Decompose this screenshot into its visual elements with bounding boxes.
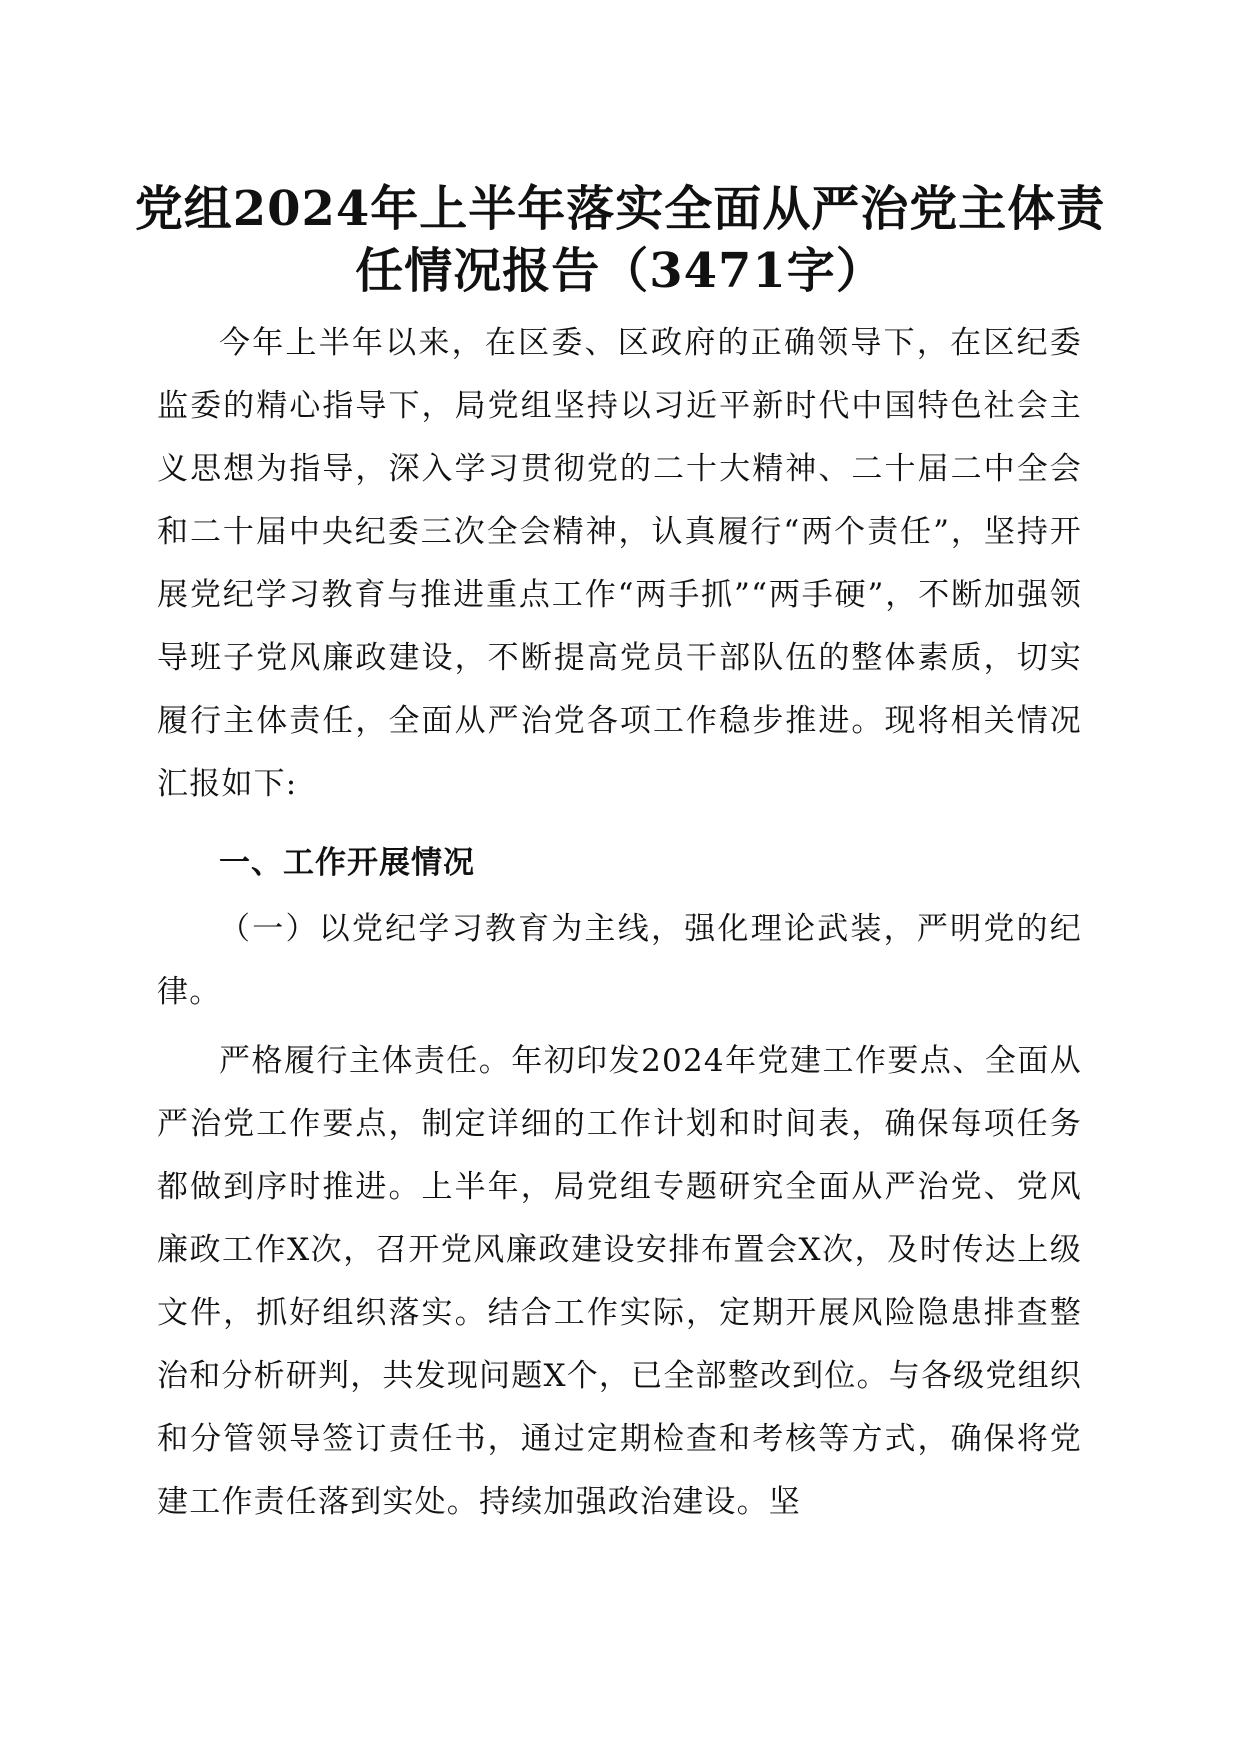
subsection-heading-party-discipline: （一）以党纪学习教育为主线，强化理论武装，严明党的纪律。 <box>157 911 1082 1010</box>
section-heading-work-progress: 一、工作开展情况 <box>219 845 475 881</box>
title-line-2: 任情况报告（3471字） <box>355 243 885 299</box>
title-line-1: 党组2024年上半年落实全面从严治党主体责 <box>134 181 1106 237</box>
document-title <box>120 178 1120 302</box>
body-paragraph-responsibility: 严格履行主体责任。年初印发2024年党建工作要点、全面从严治党工作要点，制定详细的工作计划和时间表，确保每项任务都做到序时推进。上半年，局党组专题研究全面从严治党、党风廉政工作X次，召开党风廉政建设安排布置会X次，及时传达上级文件，抓好组织落实。结合工作实际，定期开展风险隐患排查整治和分析研判，共发现问题X个，已全部整改到位。与各级党组织和分管领导签订责任书，通过定期检查和考核等方式，确保将党建工作责任落到实处。持续加强政治建设。坚 <box>157 1043 1082 1520</box>
intro-paragraph: 今年上半年以来，在区委、区政府的正确领导下，在区纪委监委的精心指导下，局党组坚持以习近平新时代中国特色社会主义思想为指导，深入学习贯彻党的二十大精神、二十届二中全会和二十届中央纪委三次全会精神，认真履行“两个责任”，坚持开展党纪学习教育与推进重点工作“两手抓”“两手硬”，不断加强领导班子党风廉政建设，不断提高党员干部队伍的整体素质，切实履行主体责任，全面从严治党各项工作稳步推进。现将相关情况汇报如下: <box>157 325 1082 802</box>
